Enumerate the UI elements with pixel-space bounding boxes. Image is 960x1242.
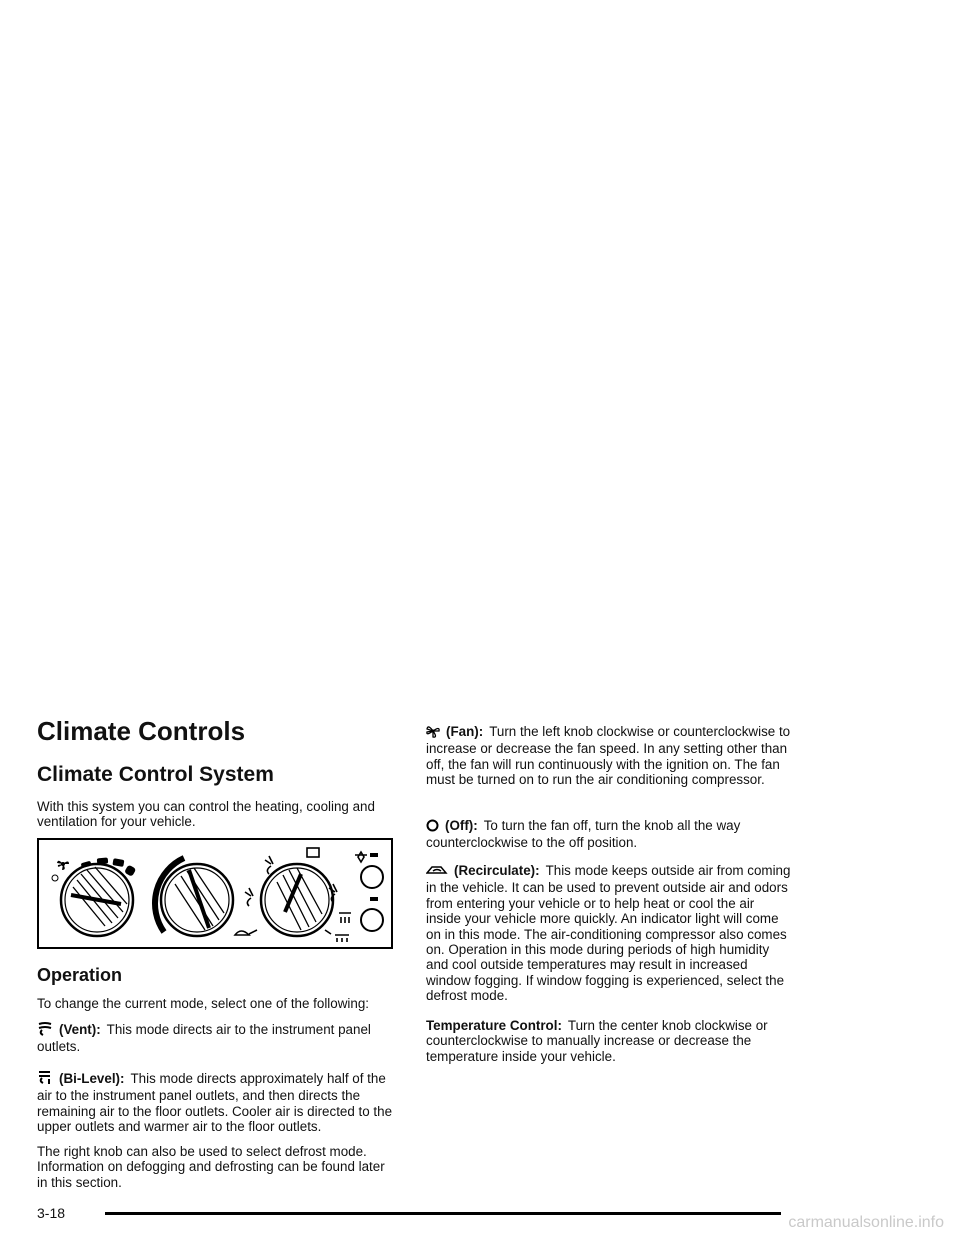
mode-symbols — [235, 848, 367, 942]
recirculate-label: (Recirculate): — [454, 863, 540, 878]
watermark: carmanualsonline.info — [788, 1214, 944, 1231]
vent-label: (Vent): — [59, 1022, 101, 1037]
bi-level-text: This mode directs approximately half of the air to the instrument panel outlets, and then directs the remaining air to the floor outlets. Cooler air is directed to the upper outlets and warmer air to the floor outlets. — [37, 1071, 393, 1135]
vent-mode-icon — [37, 1021, 53, 1039]
temperature-control-paragraph — [426, 1018, 791, 1064]
fan-paragraph — [426, 724, 791, 788]
intro-paragraph: With this system you can control the heating, cooling and ventilation for your vehicle. — [37, 799, 375, 830]
climate-control-panel-illustration — [37, 838, 393, 949]
mode-knob-right — [261, 864, 333, 936]
footer-rule — [105, 1212, 781, 1215]
vent-paragraph — [37, 1021, 397, 1055]
temperature-knob — [155, 858, 233, 936]
fan-knob-left — [61, 864, 133, 936]
off-text: To turn the fan off, turn the knob all the way counterclockwise to the off position. — [426, 818, 741, 851]
temperature-control-label: Temperature Control: — [426, 1018, 562, 1033]
off-paragraph — [426, 818, 791, 851]
recirculate-icon — [426, 864, 448, 880]
vent-text: This mode directs air to the instrument panel outlets. — [37, 1022, 371, 1055]
section-title: Climate Controls — [37, 716, 246, 746]
fan-text: Turn the left knob clockwise or counterclockwise to increase or decrease the fan speed. In any setting other than off, the fan will run continuously with the ignition on. The fan must be turned on to run the air conditioning compressor. — [426, 724, 791, 788]
recirculate-paragraph — [426, 863, 791, 1004]
right-knob-paragraph: The right knob can also be used to select defrost mode. Information on defogging and defrosting can be found later in this section. — [37, 1144, 385, 1190]
fan-label: (Fan): — [446, 724, 484, 739]
bi-level-paragraph — [37, 1070, 397, 1135]
fan-symbol-icon — [57, 861, 69, 870]
operation-lead: To change the current mode, select one of the following: — [37, 996, 369, 1011]
control-buttons — [361, 853, 383, 931]
bi-level-label: (Bi-Level): — [59, 1071, 125, 1086]
off-label: (Off): — [445, 818, 478, 833]
temperature-control-text: Turn the center knob clockwise or counterclockwise to manually increase or decrease the temperature inside your vehicle. — [426, 1018, 768, 1064]
bi-level-mode-icon — [37, 1070, 53, 1088]
operation-title: Operation — [37, 965, 123, 985]
subsection-title: Climate Control System — [37, 763, 274, 786]
off-icon — [426, 819, 439, 835]
climate-panel-drawing — [39, 840, 391, 947]
recirculate-text: This mode keeps outside air from coming in the vehicle. It can be used to prevent outside air and odors from entering your vehicle or to help heat or cool the air inside your vehicle more quickly. An indicator light will come on in this mode. The air-conditioning compressor also comes on. Operation in this mode during periods of high humidity and cool outside temperatures may result in increased window fogging. If window fogging is experienced, select the defrost mode. — [426, 863, 791, 1004]
page-number: 3-18 — [37, 1205, 66, 1221]
fan-icon — [426, 724, 440, 741]
